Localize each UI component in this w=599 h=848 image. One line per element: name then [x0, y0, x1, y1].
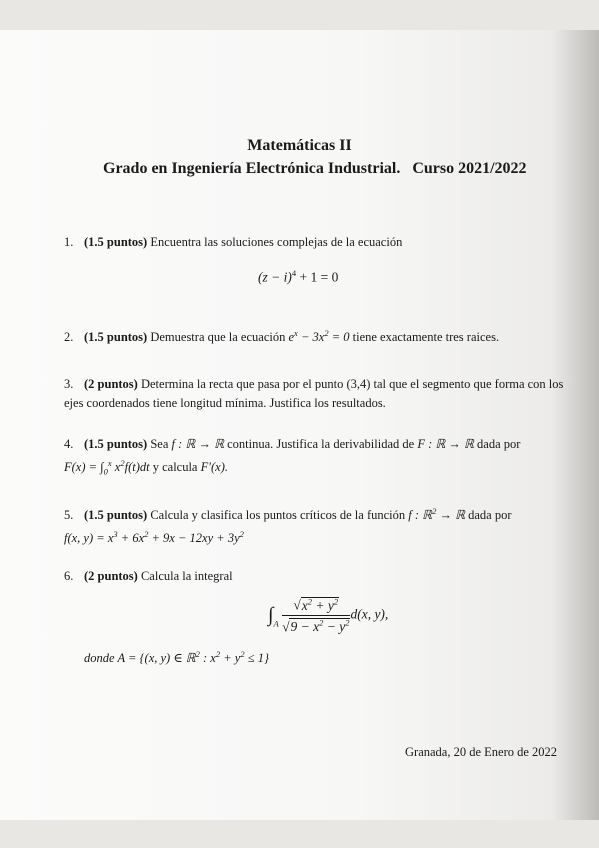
problem-1-equation: $(z - i)^4 + 1 = 0$ — [258, 268, 339, 285]
inline-math: $F(x) = \int_0^x$ $x^2f(t)dt$ — [64, 458, 150, 477]
problem-text: tiene exactamente tres raices. — [352, 330, 500, 345]
problem-points: (2 puntos) — [84, 569, 138, 583]
problem-points: (1.5 puntos) — [84, 330, 148, 345]
problem-points: (1.5 puntos) — [84, 235, 148, 249]
inline-math: f : ℝ → ℝ — [171, 437, 224, 451]
problem-text: continua. Justifica la derivabilidad de — [227, 437, 415, 451]
problem-number: 4. — [64, 437, 74, 451]
problem-text: dada por — [468, 508, 512, 523]
problem-6-domain: donde A = {(x, y) ∈ ℝ$^2$ : $x^2 + y^2 \le 1$} — [84, 649, 269, 666]
inline-math: F′(x). — [200, 460, 228, 475]
problem-4 — [64, 435, 574, 482]
problem-number: 2. — [64, 330, 74, 345]
problem-number: 5. — [64, 508, 74, 523]
problem-points: (2 puntos) — [84, 377, 138, 391]
problem-text: Determina la recta que pasa por el punto (3,4) tal que el segmento que forma con los ejes coordenados tiene longitud mínima. Justifica los resultados. — [64, 377, 564, 410]
degree-name: Grado en Ingeniería Electrónica Industrial. — [103, 160, 401, 177]
problem-text: Sea — [150, 437, 169, 451]
signoff-date: Granada, 20 de Enero de 2022 — [405, 745, 558, 759]
problem-3 — [64, 375, 574, 413]
problem-number: 6. — [64, 569, 74, 583]
exam-subtitle — [103, 160, 527, 178]
problem-points: (1.5 puntos) — [84, 508, 148, 523]
course-year: Curso 2021/2022 — [412, 160, 527, 177]
problem-number: 3. — [64, 377, 74, 391]
inline-math: f(x, $y) = x^3 + 6x^2 + 9x - 12xy + 3y^2$ — [64, 529, 244, 546]
inline-math: F : ℝ → ℝ — [417, 437, 474, 451]
inline-math: f : ℝ$^2$ → ℝ — [408, 506, 465, 523]
problem-1 — [64, 233, 574, 252]
exam-sheet — [0, 30, 599, 820]
exam-title: Matemáticas II — [247, 137, 352, 154]
problem-text: Demuestra que la ecuación — [150, 330, 286, 345]
problem-2 — [64, 324, 574, 347]
problem-number: 1. — [64, 235, 74, 249]
problem-5 — [64, 502, 574, 548]
problem-text: Calcula la integral — [140, 569, 233, 583]
inline-math: $e^x - 3x^2 = 0$ — [288, 328, 350, 345]
problem-text: dada por — [477, 437, 521, 451]
problem-6 — [64, 567, 574, 586]
problem-text: Encuentra las soluciones complejas de la ecuación — [150, 235, 403, 249]
problem-points: (1.5 puntos) — [84, 437, 148, 451]
problem-text: Calcula y clasifica los puntos críticos de la función — [150, 508, 406, 523]
problem-text: y calcula — [152, 460, 198, 475]
problem-6-integral: $\int_A$ $\frac{√x^2 + y^2}{√9 - x^2 - y^2}$ d(x, y), — [268, 596, 389, 634]
